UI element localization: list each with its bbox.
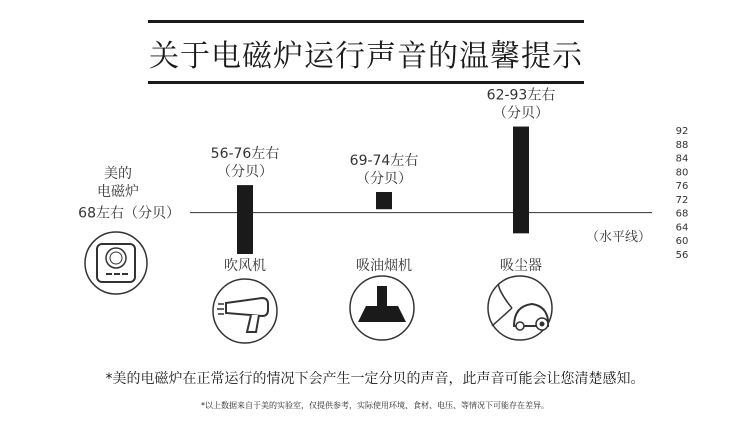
- bar-category-label: 吸尘器: [500, 258, 542, 274]
- page-title: 关于电磁炉运行声音的温馨提示: [149, 39, 583, 74]
- hair-dryer-icon: [213, 279, 277, 343]
- y-tick-label: 88: [675, 139, 689, 151]
- y-tick-label: 68: [675, 208, 689, 220]
- induction-cooker-icon: [85, 232, 147, 294]
- y-tick-label: 64: [675, 222, 689, 234]
- bar-category-label: 吹风机: [224, 258, 266, 274]
- bar-label-unit: （分贝）: [356, 171, 412, 187]
- y-tick-label: 92: [675, 126, 689, 137]
- y-tick-label: 56: [675, 250, 689, 261]
- footnote-small: *以上数据来自于美的实验室，仅提供参考，实际使用环境、食材、电压、等情况下可能存在差异。: [201, 401, 549, 410]
- y-tick-label: 84: [675, 153, 689, 165]
- bar-label-unit: （分贝）: [217, 164, 273, 181]
- y-tick-label: 76: [675, 181, 689, 193]
- product-label-line1: 美的: [104, 166, 132, 182]
- bar-label-range: 56-76左右: [210, 146, 280, 163]
- bar-1: [237, 185, 253, 254]
- bar-label-range: 62-93左右: [486, 87, 556, 104]
- range-hood-icon: [350, 276, 414, 340]
- vacuum-cleaner-icon: [488, 276, 552, 340]
- bar-2: [376, 192, 392, 209]
- bar-3: [513, 127, 529, 234]
- y-tick-label: 60: [675, 236, 689, 248]
- bar-label-unit: （分贝）: [493, 105, 549, 122]
- y-tick-label: 80: [675, 167, 689, 179]
- bar-label-range: 69-74左右: [349, 153, 419, 169]
- y-tick-label: 72: [675, 194, 689, 206]
- reference-line-label: （水平线）: [586, 230, 652, 245]
- footnote: *美的电磁炉在正常运行的情况下会产生一定分贝的声音，此声音可能会让您清楚感知。: [105, 371, 645, 387]
- reference-label: 68左右（分贝）: [78, 205, 180, 222]
- product-label-line2: 电磁炉: [97, 184, 139, 200]
- bar-category-label: 吸油烟机: [356, 258, 412, 274]
